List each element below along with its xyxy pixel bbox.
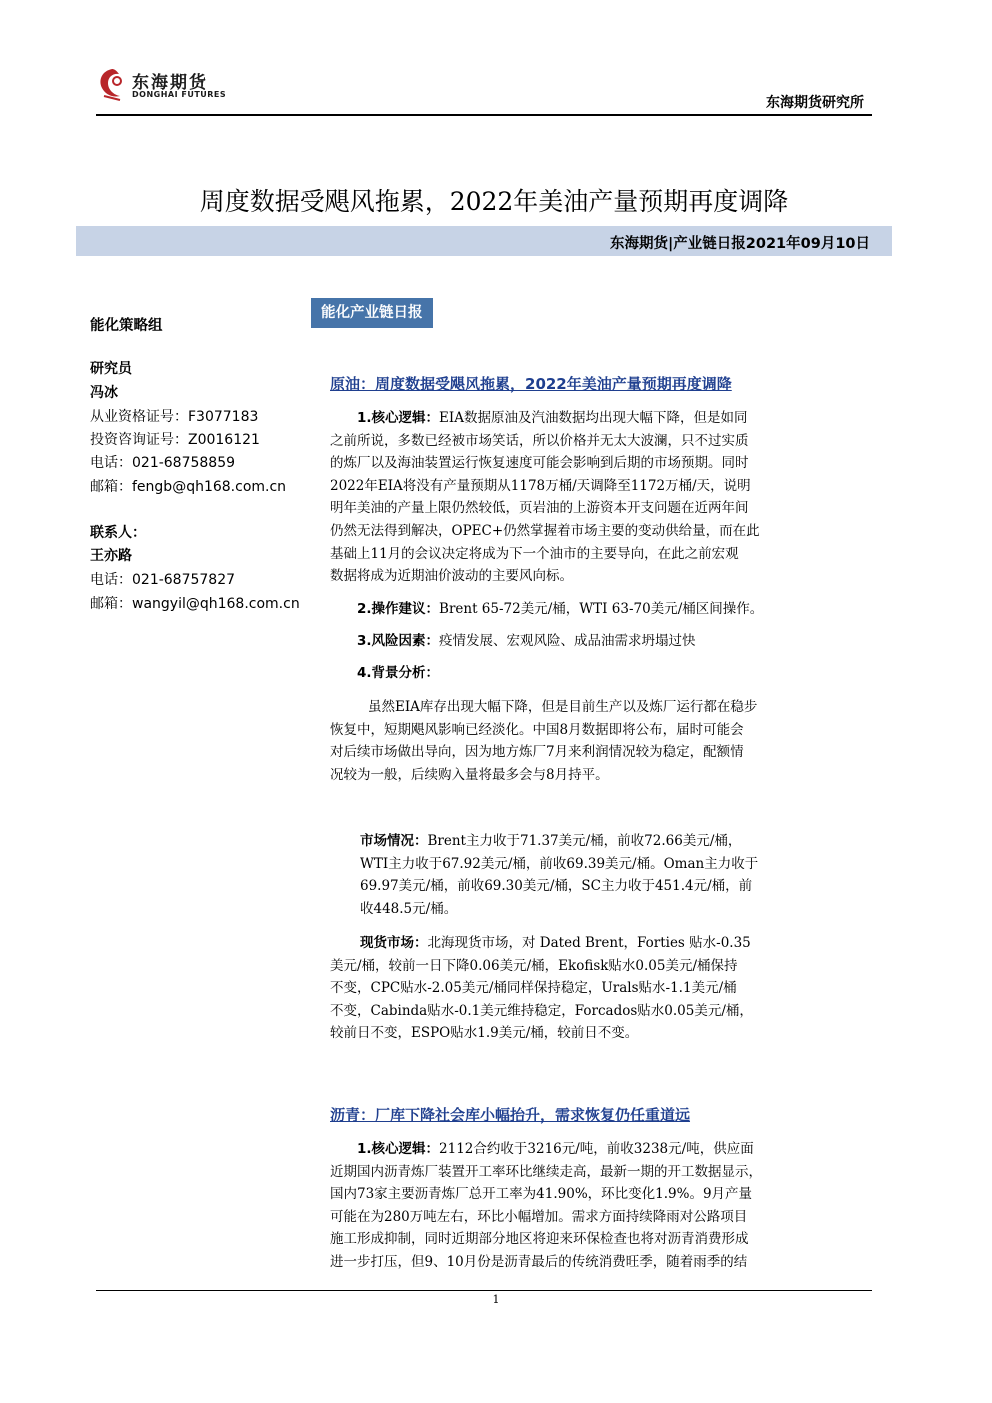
crude-core-logic: 1.核心逻辑：EIA数据原油及汽油数据均出现大幅下降，但是如同 之前所说，多数已经被市场笑话，所以价格并无太大波澜，只不过实质 的炼厂以及海油装置运行恢复速度可能会影响到后期的市场预期。同时 2022年EIA将没有产量预期从1178万桶/天调降至1172万桶/天，说明 明年美油的产量上限仍然较低，页岩油的上游资本开支问题在近两年间 仍然无法得到解决，OPEC+仍然掌握着市场主要的变动供给量，而在此 基础上11月的会议决定将成为下一个油市的主要导向，在此之前宏观 数据将成为近期油价波动的主要风向标。 — [330, 410, 760, 585]
crude-spot: 现货市场：北海现货市场，对 Dated Brent，Forties 贴水-0.35 美元/桶，较前一日下降0.06美元/桶，Ekofisk贴水0.05美元/桶保持 不变，CPC贴水-2.05美元/桶同样保持稳定，Urals贴水-1.1美元/桶 不变，Cabinda贴水-0.1美元维持稳定，Forcados贴水0.05美元/桶， 较前日不变，ESPO贴水1.9美元/桶，较前日不变。 — [330, 935, 753, 1042]
page-number: 1 — [492, 1293, 500, 1306]
asphalt-heading: 沥青：厂库下降社会库小幅抬升，需求恢复仍任重道远 — [330, 1106, 691, 1124]
crude-risk: 3.风险因素：疫情发展、宏观风险、成品油需求坍塌过快 — [357, 633, 696, 649]
contact-name: 王亦路 — [90, 548, 132, 564]
logo-text-cn: 东海期货 — [132, 73, 208, 93]
section-tag: 能化产业链日报 — [311, 298, 433, 328]
researcher-consult-id: 投资咨询证号：Z0016121 — [90, 432, 260, 448]
crude-operation: 2.操作建议：Brent 65-72美元/桶，WTI 63-70美元/桶区间操作。 — [357, 601, 764, 617]
contact-email[interactable]: 邮箱：wangyil@qh168.com.cn — [90, 596, 300, 612]
report-title: 周度数据受飓风拖累，2022年美油产量预期再度调降 — [199, 187, 789, 216]
institute-name: 东海期货研究所 — [766, 95, 864, 111]
crude-core-label: 1.核心逻辑： — [357, 410, 440, 426]
logo-text-en: DONGHAI FUTURES — [132, 90, 227, 99]
researcher-phone: 电话：021-68758859 — [90, 455, 236, 471]
banner-text: 东海期货|产业链日报2021年09月10日 — [609, 236, 870, 252]
asphalt-core-logic: 1.核心逻辑：2112合约收于3216元/吨，前收3238元/吨，供应面 近期国内沥青炼厂装置开工率环比继续走高，最新一期的开工数据显示， 国内73家主要沥青炼厂总开工率为41.90%，环比变化1.9%。9月产量 可能在为280万吨左右，环比小幅增加。需求方面持续降雨对公路项目 施工形成抑制，同时近期部分地区将迎来环保检查也将对沥青消费形成 进一步打压，但9、10月份是沥青最后的传统消费旺季，随着雨季的结 — [330, 1141, 762, 1270]
researcher-name: 冯冰 — [90, 385, 118, 401]
researcher-qualification: 从业资格证号：F3077183 — [90, 409, 259, 425]
crude-market: 市场情况：Brent主力收于71.37美元/桶，前收72.66美元/桶， WTI主力收于67.92美元/桶，前收69.39美元/桶。Oman主力收于 69.97美元/桶，前收69.30美元/桶，SC主力收于451.4元/桶，前 收448.5元/桶。 — [360, 833, 759, 917]
contact-label: 联系人： — [90, 525, 146, 541]
group-name: 能化策略组 — [90, 318, 163, 334]
crude-heading: 原油：周度数据受飓风拖累，2022年美油产量预期再度调降 — [330, 375, 732, 393]
researcher-label: 研究员 — [90, 361, 132, 377]
crude-background: 虽然EIA库存出现大幅下降，但是目前生产以及炼厂运行都在稳步 恢复中，短期飓风影响已经淡化。中国8月数据即将公布，届时可能会 对后续市场做出导向，因为地方炼厂7月来利润情况较为稳定，配额情 况较为一般，后续购入量将最多会与8月持平。 — [330, 699, 758, 783]
contact-phone: 电话：021-68757827 — [90, 572, 236, 588]
author-sidebar — [90, 0, 320, 700]
crude-background-label: 4.背景分析： — [357, 665, 440, 681]
researcher-email[interactable]: 邮箱：fengb@qh168.com.cn — [90, 479, 287, 495]
footer-divider — [96, 1290, 872, 1291]
